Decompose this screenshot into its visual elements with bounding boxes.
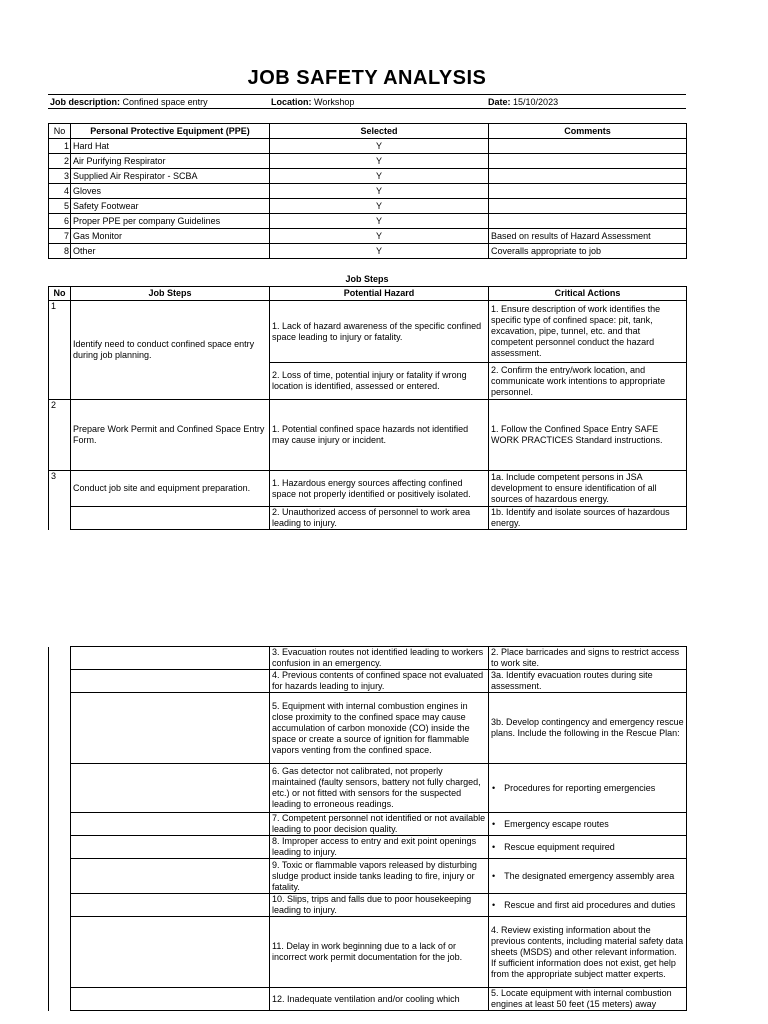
ppe-col-selected: Selected [270,124,489,139]
job-steps-caption: Job Steps [345,274,389,284]
bullet-item: • Rescue equipment required [491,842,615,852]
ppe-item: Safety Footwear [71,199,270,214]
step-action: 1a. Include competent persons in JSA development to ensure identification of all sources of hazardous energy. [489,471,687,507]
step-hazard: 2. Unauthorized access of personnel to work area leading to injury. [270,507,489,530]
step-hazard: 3. Evacuation routes not identified leading to workers confusion in an emergency. [270,647,489,670]
step-hazard: 1. Lack of hazard awareness of the specific confined space leading to injury or fatality. [270,301,489,363]
ppe-item: Hard Hat [71,139,270,154]
step-action: 4. Review existing information about the previous contents, including material safety data sheets (MSDS) and other relevant information. If sufficient information does not exist, get help from the appropriate subject matter experts. [489,917,687,988]
ppe-no: 8 [49,244,71,259]
ppe-selected: Y [270,139,489,154]
date [488,97,558,107]
ppe-selected: Y [270,199,489,214]
bullet-item: • The designated emergency assembly area [491,871,674,881]
steps-col-hazard: Potential Hazard [270,287,489,301]
ppe-item: Air Purifying Respirator [71,154,270,169]
location-label: Location: [271,97,312,107]
ppe-comment: Coveralls appropriate to job [489,244,687,259]
location-value: Workshop [314,97,355,107]
ppe-no: 7 [49,229,71,244]
table-row [49,199,687,214]
ppe-no: 1 [49,139,71,154]
ppe-no: 6 [49,214,71,229]
step-no-continued [49,647,71,1011]
step-description: Prepare Work Permit and Confined Space Entry Form. [71,400,270,471]
table-row [49,139,687,154]
step-hazard: 5. Equipment with internal combustion engines in close proximity to the confined space may cause accumulation of carbon monoxide (CO) inside the space or create a source of ignition for flammable vapors venting from the confined space. [270,693,489,764]
step-description: Identify need to conduct confined space entry during job planning. [71,301,270,400]
job-steps-table-continued [48,646,687,1011]
steps-col-step: Job Steps [71,287,270,301]
table-row [49,670,687,693]
ppe-item: Proper PPE per company Guidelines [71,214,270,229]
table-row [49,400,687,471]
step-description [71,507,270,530]
job-description [50,97,208,107]
step-hazard: 9. Toxic or flammable vapors released by disturbing sludge product inside tanks leading to fire, injury or fatality. [270,859,489,894]
step-hazard: 11. Delay in work beginning due to a lack of or incorrect work permit documentation for the job. [270,917,489,988]
ppe-selected: Y [270,244,489,259]
step-hazard: 2. Loss of time, potential injury or fatality if wrong location is identified, assessed or entered. [270,363,489,400]
step-no: 3 [49,471,71,530]
table-row [49,836,687,859]
table-row [49,471,687,507]
table-row [49,988,687,1011]
table-row [49,507,687,530]
table-row [49,859,687,894]
date-label: Date: [488,97,511,107]
ppe-item: Gas Monitor [71,229,270,244]
ppe-comment [489,199,687,214]
step-no: 2 [49,400,71,471]
ppe-no: 5 [49,199,71,214]
step-description [71,836,270,859]
ppe-item: Other [71,244,270,259]
step-description [71,813,270,836]
steps-col-actions: Critical Actions [489,287,687,301]
step-action [489,894,687,917]
location [271,97,354,107]
header-rule [48,108,686,109]
ppe-selected: Y [270,214,489,229]
step-hazard: 7. Competent personnel not identified or not available leading to poor decision quality. [270,813,489,836]
ppe-header-row [49,124,687,139]
ppe-no: 3 [49,169,71,184]
ppe-table [48,123,687,259]
ppe-comment [489,139,687,154]
steps-col-no: No [49,287,71,301]
ppe-col-comments: Comments [489,124,687,139]
ppe-selected: Y [270,229,489,244]
step-action: 1. Ensure description of work identifies the specific type of confined space: pit, tank, excavation, pipe, tunnel, etc. and that competent personnel conduct the hazard assessment. [489,301,687,363]
step-action: 3a. Identify evacuation routes during site assessment. [489,670,687,693]
step-no: 1 [49,301,71,400]
table-row [49,813,687,836]
step-description [71,894,270,917]
step-description [71,693,270,764]
ppe-col-no: No [49,124,71,139]
step-hazard: 10. Slips, trips and falls due to poor housekeeping leading to injury. [270,894,489,917]
ppe-selected: Y [270,154,489,169]
step-description [71,764,270,813]
step-description [71,988,270,1011]
table-row [49,647,687,670]
step-action [489,859,687,894]
table-row [49,894,687,917]
ppe-no: 4 [49,184,71,199]
ppe-selected: Y [270,169,489,184]
ppe-col-item: Personal Protective Equipment (PPE) [71,124,270,139]
step-description: Conduct job site and equipment preparation. [71,471,270,507]
page-title: JOB SAFETY ANALYSIS [247,67,487,89]
step-action: 1b. Identify and isolate sources of hazardous energy. [489,507,687,530]
bullet-item: • Emergency escape routes [491,819,609,829]
table-row [49,169,687,184]
table-row [49,764,687,813]
step-action [489,836,687,859]
date-value: 15/10/2023 [513,97,559,107]
ppe-comment [489,169,687,184]
step-hazard: 12. Inadequate ventilation and/or cooling which [270,988,489,1011]
ppe-comment [489,214,687,229]
step-description [71,670,270,693]
title-rule [48,94,686,95]
step-action: 2. Confirm the entry/work location, and communicate work intentions to appropriate personnel. [489,363,687,400]
step-description [71,917,270,988]
bullet-item: • Rescue and first aid procedures and duties [491,900,675,910]
step-action: 3b. Develop contingency and emergency rescue plans. Include the following in the Rescue Plan: [489,693,687,764]
steps-header-row [49,287,687,301]
step-hazard: 1. Potential confined space hazards not identified may cause injury or incident. [270,400,489,471]
ppe-selected: Y [270,184,489,199]
table-row [49,244,687,259]
step-action: 1. Follow the Confined Space Entry SAFE WORK PRACTICES Standard instructions. [489,400,687,471]
table-row [49,301,687,363]
table-row [49,214,687,229]
table-row [49,693,687,764]
job-description-label: Job description: [50,97,121,107]
step-hazard: 4. Previous contents of confined space not evaluated for hazards leading to injury. [270,670,489,693]
table-row [49,917,687,988]
ppe-item: Supplied Air Respirator - SCBA [71,169,270,184]
ppe-item: Gloves [71,184,270,199]
table-row [49,154,687,169]
table-row [49,229,687,244]
step-action: 5. Locate equipment with internal combustion engines at least 50 feet (15 meters) away [489,988,687,1011]
step-action [489,764,687,813]
bullet-item: • Procedures for reporting emergencies [491,783,655,793]
step-description [71,647,270,670]
step-action [489,813,687,836]
ppe-comment [489,184,687,199]
ppe-no: 2 [49,154,71,169]
ppe-comment [489,154,687,169]
job-steps-table [48,286,687,530]
step-hazard: 6. Gas detector not calibrated, not properly maintained (faulty sensors, battery not fully charged, etc.) or not fitted with sensors for the suspected leading to erroneous readings. [270,764,489,813]
job-description-value: Confined space entry [122,97,208,107]
step-description [71,859,270,894]
table-row [49,184,687,199]
step-action: 2. Place barricades and signs to restrict access to work site. [489,647,687,670]
step-hazard: 1. Hazardous energy sources affecting confined space not properly identified or positively isolated. [270,471,489,507]
step-hazard: 8. Improper access to entry and exit point openings leading to injury. [270,836,489,859]
ppe-comment: Based on results of Hazard Assessment [489,229,687,244]
